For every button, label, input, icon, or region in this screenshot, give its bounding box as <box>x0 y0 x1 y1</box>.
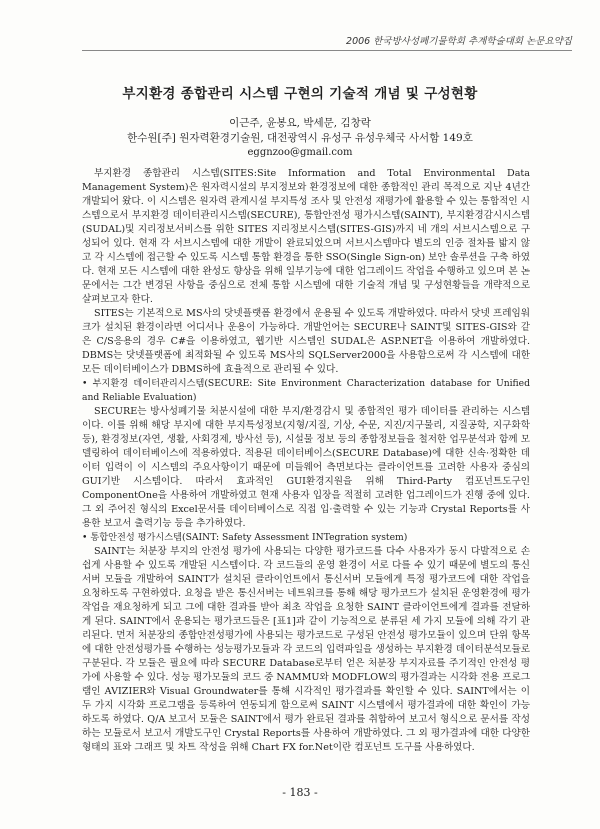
page-number: - 183 - <box>282 786 318 799</box>
paper-title: 부지환경 종합관리 시스템 구현의 기술적 개념 및 구성현황 <box>122 86 478 102</box>
paper-body <box>82 167 530 755</box>
header-rule <box>82 50 572 51</box>
author-list: 이근주, 윤봉요, 박세문, 김창락 <box>229 117 371 129</box>
conference-header: 2006 한국방사성폐기물학회 추계학술대회 논문요약집 <box>346 36 572 47</box>
affiliation: 한수원[주] 원자력환경기술원, 대전광역시 유성구 유성우체국 사서함 149호 <box>127 132 473 144</box>
body-paragraph-secure: SECURE는 방사성폐기물 처분시설에 대한 부지/환경감시 및 종합적인 평가 데이터를 관리하는 시스템이다. 이를 위해 해당 부지에 대한 부지특성정보(지형/지질, 기상, 수문, 지진/지구물리, 지질공학, 지구화학 등), 환경정보(자연, 생활, 사회경제, 방사선 등), 시설물 정보 등의 종합정보들을 철저한 업무분석과 함께 모델링하여 데이터베이스에 적용하였다. 적용된 데이터베이스(SECURE Database)에 대한 신속·정확한 데이터 입력이 이 시스템의 주요사항이기 때문에 미들웨어 측면보다는 클라이언트를 고려한 사용자 중심의 GUI기반 시스템이다. 따라서 효과적인 GUI환경지원을 위해 Third-Party 컴포넌트도구인 ComponentOne을 사용하여 개발하였고 현재 사용자 입장을 적절히 고려한 업그레이드가 진행 중에 있다. 그 외 주어진 형식의 Excel문서를 데이터베이스로 직접 입·출력할 수 있는 기능과 Crystal Reports를 사용한 보고서 출력기능 등을 추가하였다. <box>82 406 530 529</box>
section-heading-saint: • 통합안전성 평가시스템(SAINT: Safety Assessment INTegration system) <box>82 532 408 543</box>
body-paragraph-platform: SITES는 기본적으로 MS사의 닷넷플랫폼 환경에서 운용될 수 있도록 개발하였다. 따라서 닷넷 프레임워크가 설치된 환경이라면 어디서나 운용이 가능하다. 개발언어는 SECURE나 SAINT및 SITES-GIS와 같은 C/S응용의 경우 C#을 이용하였고, 웹기반 시스템인 SUDAL은 ASP.NET을 이용하여 개발하였다. DBMS는 닷넷플랫폼에 최적화될 수 있도록 MS사의 SQLServer2000을 사용함으로써 각 시스템에 대한 모든 데이터베이스가 DBMS하에 효율적으로 관리될 수 있다. <box>82 308 530 375</box>
body-paragraph-saint: SAINT는 처분장 부지의 안전성 평가에 사용되는 다양한 평가코드를 다수 사용자가 동시 다발적으로 손쉽게 사용할 수 있도록 개발된 시스템이다. 각 코드들의 운영 환경이 서로 다를 수 있기 때문에 별도의 통신서버 모듈을 개발하여 SAINT가 설치된 클라이언트에서 통신서버 모듈에게 특정 평가코드에 대한 작업을 요청하도록 구현하였다. 요청을 받은 통신서버는 네트워크를 통해 해당 평가코드가 설치된 운영환경에 평가 작업을 재요청하게 되고 그에 대한 결과를 받아 최초 작업을 요청한 SAINT 클라이언트에게 결과를 전달하게 된다. SAINT에서 운용되는 평가코드들은 [표1]과 같이 기능적으로 분류된 세 가지 모듈에 의해 각기 관리된다. 먼저 처분장의 종합안전성평가에 사용되는 평가코드로 구성된 안전성 평가모듈이 있으며 단위 항목에 대한 안전성평가를 수행하는 성능평가모듈과 각 코드의 입력파일을 생성하는 부지환경 데이터분석모듈로 구분된다. 각 모듈은 필요에 따라 SECURE Database로부터 얻은 처분장 부지자료를 주기적인 안전성 평가에 사용할 수 있다. 성능 평가모듈의 코드 중 NAMMU와 MODFLOW의 평가결과는 시각화 전용 프로그램인 AVIZIER와 Visual Groundwater를 통해 시각적인 평가결과를 확인할 수 있다. SAINT에서는 이 두 가지 시각화 프로그램을 등록하여 연동되게 함으로써 SAINT 시스템에서 평가결과에 대한 확인이 가능하도록 하였다. Q/A 보고서 모듈은 SAINT에서 평가 완료된 결과를 취합하여 보고서 형식으로 문서를 작성하는 모듈로서 보고서 개발도구인 Crystal Reports를 사용하여 개발하였다. 그 외 평가결과에 대한 다양한 형태의 표와 그래프 및 차트 작성을 위해 Chart FX for.Net이란 컴포넌트 도구를 사용하였다. <box>82 546 530 753</box>
body-paragraph-intro: 부지환경 종합관리 시스템(SITES:Site Information and Total Environmental Data Management System)은 원자력시설의 부지정보와 환경정보에 대한 종합적인 관리 목적으로 지난 4년간 개발되어 왔다. 이 시스템은 원자력 관계시설 부지특성 조사 및 안전성 재평가에 활용할 수 있는 통합적인 시스템으로서 부지환경 데이터관리시스템(SECURE), 통합안전성 평가시스템(SAINT), 부지환경감시시스템(SUDAL)및 지리정보서비스를 위한 SITES 지리정보시스템(SITES-GIS)까지 네 개의 서브시스템으로 구성되어 있다. 현재 각 서브시스템에 대한 개발이 완료되었으며 서브시스템마다 별도의 인증 절차를 밟지 않고 각 시스템에 접근할 수 있도록 시스템 통합 환경을 통한 SSO(Single Sign-on) 보안 솔루션을 구축 하였다. 현재 모든 시스템에 대한 완성도 향상을 위해 일부기능에 대한 업그레이드 작업을 수행하고 있으며 본 논문에서는 그간 변경된 사항을 중심으로 전체 통합 시스템에 대한 기술적 개념 및 구성현황들을 개략적으로 살펴보고자 한다. <box>82 168 530 305</box>
section-heading-secure: • 부지환경 데이터관리시스템(SECURE: Site Environment Characterization database for Unified and Reliable Evaluation) <box>82 378 530 403</box>
contact-email: eggnzoo@gmail.com <box>247 147 353 158</box>
